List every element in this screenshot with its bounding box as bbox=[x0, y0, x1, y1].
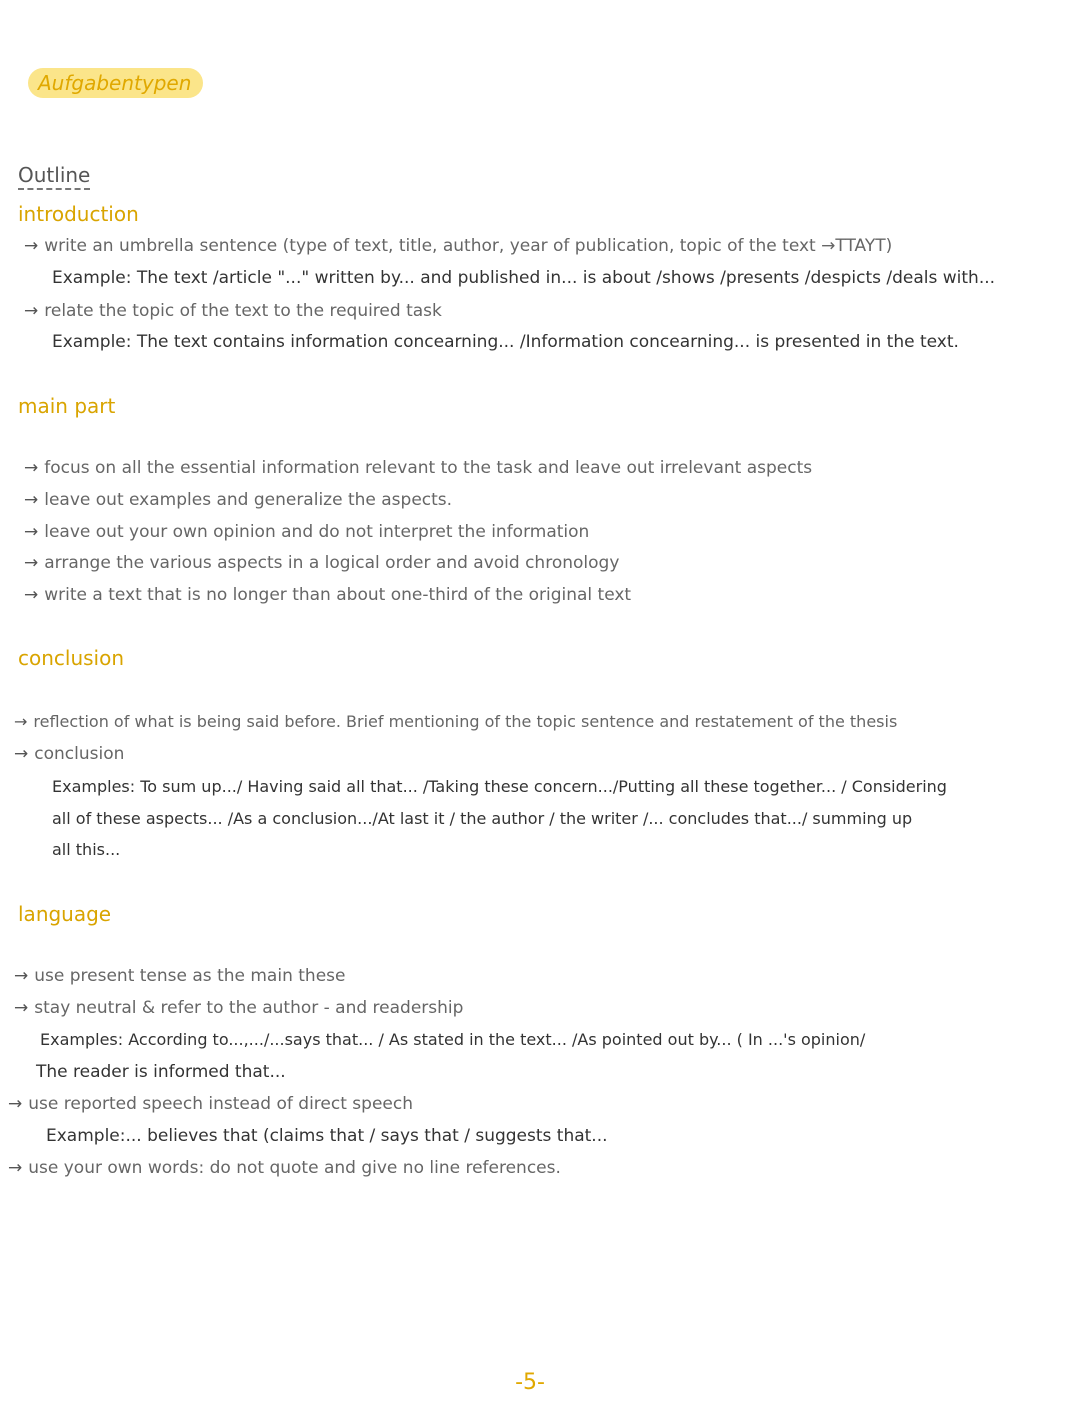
arrow-icon: → bbox=[24, 585, 39, 605]
conclusion-bullet-2: → conclusion bbox=[14, 744, 125, 764]
introduction-example-2: Example: The text contains information concearning... /Information concearning... is presented in the text. bbox=[52, 332, 959, 352]
arrow-icon: → bbox=[8, 1158, 23, 1178]
arrow-icon: → bbox=[24, 522, 39, 542]
language-example-3: Example:... believes that (claims that / says that / suggests that... bbox=[46, 1126, 608, 1146]
language-bullet-4: → use your own words: do not quote and give no line references. bbox=[8, 1158, 561, 1178]
main-part-bullet-4: → arrange the various aspects in a logical order and avoid chronology bbox=[24, 553, 620, 573]
language-bullet-1: → use present tense as the main these bbox=[14, 966, 346, 986]
main-part-bullet-3: → leave out your own opinion and do not interpret the information bbox=[24, 522, 590, 542]
language-bullet-3: → use reported speech instead of direct speech bbox=[8, 1094, 413, 1114]
arrow-icon: → bbox=[14, 712, 28, 731]
conclusion-bullet-1: → reflection of what is being said before. Brief mentioning of the topic sentence and restatement of the thesis bbox=[14, 710, 897, 734]
arrow-icon: → bbox=[24, 490, 39, 510]
arrow-icon: → bbox=[14, 998, 29, 1018]
main-part-heading: main part bbox=[18, 394, 116, 418]
arrow-icon: → bbox=[8, 1094, 23, 1114]
introduction-example-1: Example: The text /article "..." written by... and published in... is about /shows /presents /despicts /deals with... bbox=[52, 268, 996, 288]
introduction-heading: introduction bbox=[18, 202, 139, 226]
introduction-bullet-2: → relate the topic of the text to the required task bbox=[24, 301, 442, 321]
page-title: Aufgabentypen bbox=[28, 68, 203, 98]
arrow-icon: → bbox=[24, 553, 39, 573]
page-number: -5- bbox=[515, 1370, 545, 1395]
arrow-icon: → bbox=[24, 236, 39, 256]
outline-heading: Outline bbox=[18, 162, 90, 190]
language-examples-line-2: The reader is informed that... bbox=[36, 1062, 286, 1082]
language-examples-line-1: Examples: According to...,.../...says that... / As stated in the text... /As pointed out by... ( In ...'s opinion/ bbox=[40, 1030, 866, 1049]
conclusion-examples-line-1: Examples: To sum up.../ Having said all that... /Taking these concern.../Putting all these together... / Considering bbox=[52, 777, 947, 796]
conclusion-heading: conclusion bbox=[18, 646, 125, 670]
arrow-icon: → bbox=[14, 744, 29, 764]
language-heading: language bbox=[18, 902, 112, 926]
main-part-bullet-2: → leave out examples and generalize the aspects. bbox=[24, 490, 453, 510]
introduction-bullet-1: → write an umbrella sentence (type of text, title, author, year of publication, topic of the text →TTAYT) bbox=[24, 236, 893, 256]
arrow-icon: → bbox=[14, 966, 29, 986]
conclusion-examples-line-3: all this... bbox=[52, 840, 121, 859]
arrow-icon: → bbox=[24, 458, 39, 478]
arrow-icon: → bbox=[24, 301, 39, 321]
language-bullet-2: → stay neutral & refer to the author - and readership bbox=[14, 998, 464, 1018]
conclusion-examples-line-2: all of these aspects... /As a conclusion.../At last it / the author / the writer /... concludes that.../ summing up bbox=[52, 809, 913, 828]
main-part-bullet-1: → focus on all the essential information relevant to the task and leave out irrelevant aspects bbox=[24, 458, 813, 478]
main-part-bullet-5: → write a text that is no longer than about one-third of the original text bbox=[24, 585, 632, 605]
